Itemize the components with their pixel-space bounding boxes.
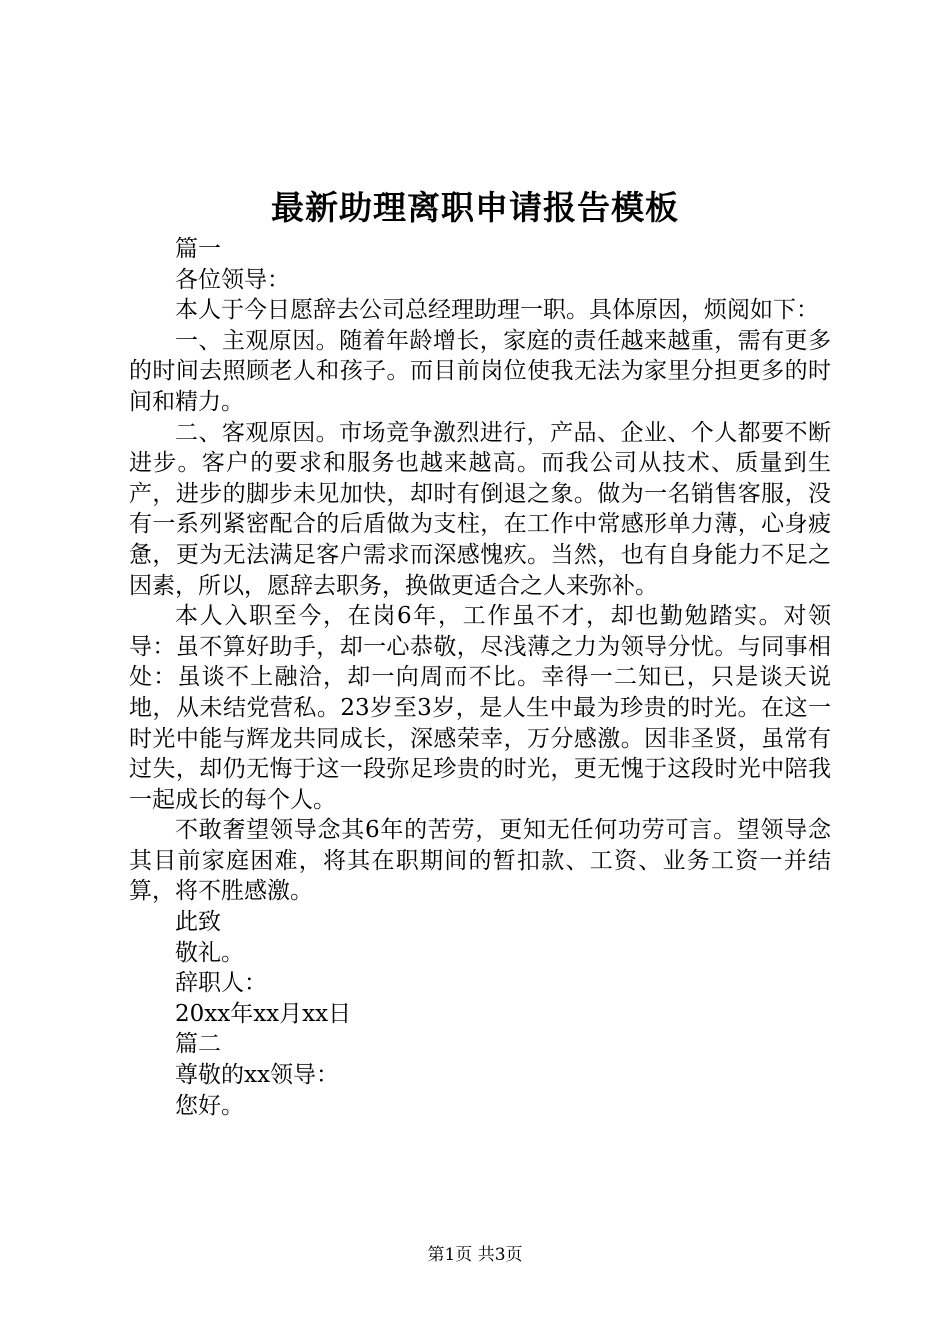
- paragraph-closing-2: 敬礼。: [175, 939, 244, 966]
- paragraph-signature: 辞职人：: [175, 970, 267, 997]
- paragraph-subjective-reason: 一、主观原因。随着年龄增长，家庭的责任越来越重，需有更多的时间去照顾老人和孩子。而目前岗位使我无法为家里分担更多的时间和精力。: [129, 327, 831, 415]
- paragraph-request: 不敢奢望领导念其6年的苦劳，更知无任何功劳可言。望领导念其目前家庭困难，将其在职期间的暂扣款、工资、业务工资一并结算，将不胜感激。: [129, 817, 831, 905]
- paragraph-date: 20xx年xx月xx日: [175, 1000, 352, 1027]
- document-body: [129, 234, 831, 1121]
- paragraph-salutation-two: 尊敬的xx领导：: [175, 1062, 339, 1089]
- paragraph-section-two-heading: 篇二: [175, 1031, 221, 1058]
- paragraph-objective-reason: 二、客观原因。市场竞争激烈进行，产品、企业、个人都要不断进步。客户的要求和服务也越来越高。而我公司从技术、质量到生产，进步的脚步未见加快，却时有倒退之象。做为一名销售客服，没有一系列紧密配合的后盾做为支柱，在工作中常感形单力薄，心身疲惫，更为无法满足客户需求而深感愧疚。当然，也有自身能力不足之因素，所以，愿辞去职务，换做更适合之人来弥补。: [129, 419, 831, 599]
- document-title: 最新助理离职申请报告模板: [271, 188, 679, 227]
- paragraph-section-one-heading: 篇一: [175, 236, 221, 262]
- paragraph-salutation: 各位领导：: [175, 266, 290, 293]
- paragraph-tenure: 本人入职至今，在岗6年，工作虽不才，却也勤勉踏实。对领导：虽不算好助手，却一心恭敬，尽浅薄之力为领导分忧。与同事相处：虽谈不上融洽，却一向周而不比。幸得一二知已，只是谈天说地，从未结党营私。23岁至3岁，是人生中最为珍贵的时光。在这一时光中能与辉龙共同成长，深感荣幸，万分感激。因非圣贤，虽常有过失，却仍无悔于这一段弥足珍贵的时光，更无愧于这段时光中陪我一起成长的每个人。: [129, 603, 831, 813]
- page-number-footer: 第1页 共3页: [427, 1245, 523, 1265]
- paragraph-intro: 本人于今日愿辞去公司总经理助理一职。具体原因，烦阅如下：: [175, 297, 819, 324]
- paragraph-closing-1: 此致: [175, 909, 221, 936]
- paragraph-greeting: 您好。: [175, 1092, 244, 1119]
